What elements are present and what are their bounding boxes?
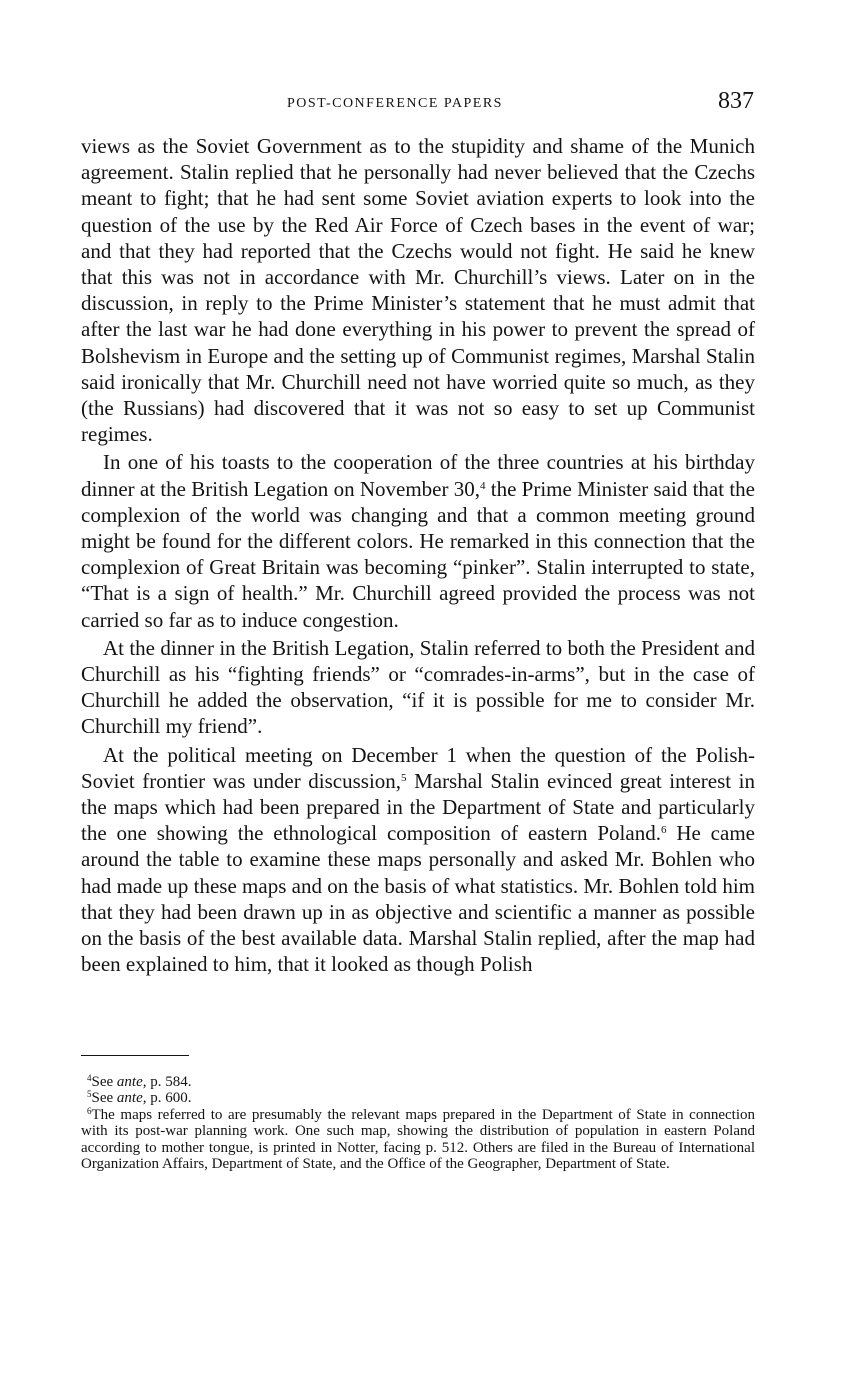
footnote-ref-5: 5 (401, 771, 407, 784)
paragraph-4-text-b: Marshal Stalin evinced great interest in the maps which had been prepared in the Department of State and particularly the one showing the ethnological composition of eastern Poland. (81, 768, 755, 846)
paragraph-2-text-a: In one of his toasts to the cooperation of the three countries at his birthday dinner at the British Legation on November 30, (81, 450, 755, 501)
footnote-divider (81, 1055, 189, 1056)
paragraph-1-text: views as the Soviet Government as to the stupidity and shame of the Munich agreement. Stalin replied that he personally had never believed that the Czechs meant to fight; that he had sent some Soviet aviation experts to look into the question of the use by the Red Air Force of Czech bases in the event of war; and that they had reported that the Czechs would not fight. He said he knew that this was not in accordance with Mr. Churchill’s views. Later on in the discussion, in reply to the Prime Minister’s statement that he must admit that after the last war he had done everything in his power to prevent the spread of Bolshevism in Europe and the setting up of Communist regimes, Marshal Stalin said ironically that Mr. Churchill need not have worried quite so much, as they (the Russians) had discovered that it was not so easy to set up Communist regimes. (81, 134, 755, 447)
paragraph-4-text-a: At the political meeting on December 1 when the question of the Polish-Soviet frontier was under discussion, (81, 742, 755, 793)
footnote-text: See (91, 1090, 117, 1107)
paragraph-2-text-b: the Prime Minister said that the complexion of the world was changing and that a common meeting ground might be found for the different colors. He remarked in this connection that the complexion of Great Britain was becoming “pinker”. Stalin interrupted to state, “That is a sign of health.” Mr. Churchill agreed provided the process was not carried so far as to induce congestion. (81, 476, 755, 632)
paragraph-2 (81, 449, 755, 632)
footnote-text: p. 600. (146, 1090, 192, 1107)
paragraph-4 (81, 742, 755, 978)
paragraph-4-text-c: He came around the table to examine these maps personally and asked Mr. Bohlen who had made up these maps and on the basis of what statistics. Mr. Bohlen told him that they had been drawn up in as objective and scientific a manner as possible on the basis of the best available data. Marshal Stalin replied, after the map had been explained to him, that it looked as though Polish (81, 821, 755, 977)
running-title: POST-CONFERENCE PAPERS (287, 96, 503, 111)
footnote-ref-6: 6 (660, 824, 667, 837)
paragraph-1 (81, 133, 755, 447)
footnote-italic: ante, (116, 1074, 147, 1090)
footnote-text: See (91, 1074, 117, 1090)
body-text (81, 133, 755, 978)
footnote-text: p. 584. (146, 1074, 192, 1090)
footnote-4 (81, 1074, 755, 1090)
paragraph-3-text: At the dinner in the British Legation, Stalin referred to both the President and Churchill as his “fighting friends” or “comrades-in-arms”, but in the case of Churchill he added the observation, “if it is possible for me to consider Mr. Churchill my friend”. (81, 635, 755, 739)
footnote-5 (81, 1090, 755, 1106)
footnote-ref-4: 4 (479, 479, 486, 492)
footnote-mark: 4 (87, 1073, 92, 1083)
footnote-6 (81, 1107, 755, 1173)
footnotes (81, 1074, 755, 1172)
paragraph-3 (81, 635, 755, 740)
footnote-italic: ante, (116, 1090, 147, 1107)
page-number: 837 (718, 88, 754, 114)
footnote-mark: 6 (87, 1105, 92, 1116)
footnote-text: The maps referred to are presumably the relevant maps prepared in the Department of State in connection with its post-war planning work. One such map, showing the distribution of population in eastern Poland according to mother tongue, is printed in Notter, facing p. 512. Others are filed in the Bureau of International Organization Affairs, Department of State, and the Office of the Geographer, Department of State. (81, 1106, 755, 1173)
running-head (0, 88, 850, 118)
footnote-mark: 5 (87, 1089, 92, 1100)
